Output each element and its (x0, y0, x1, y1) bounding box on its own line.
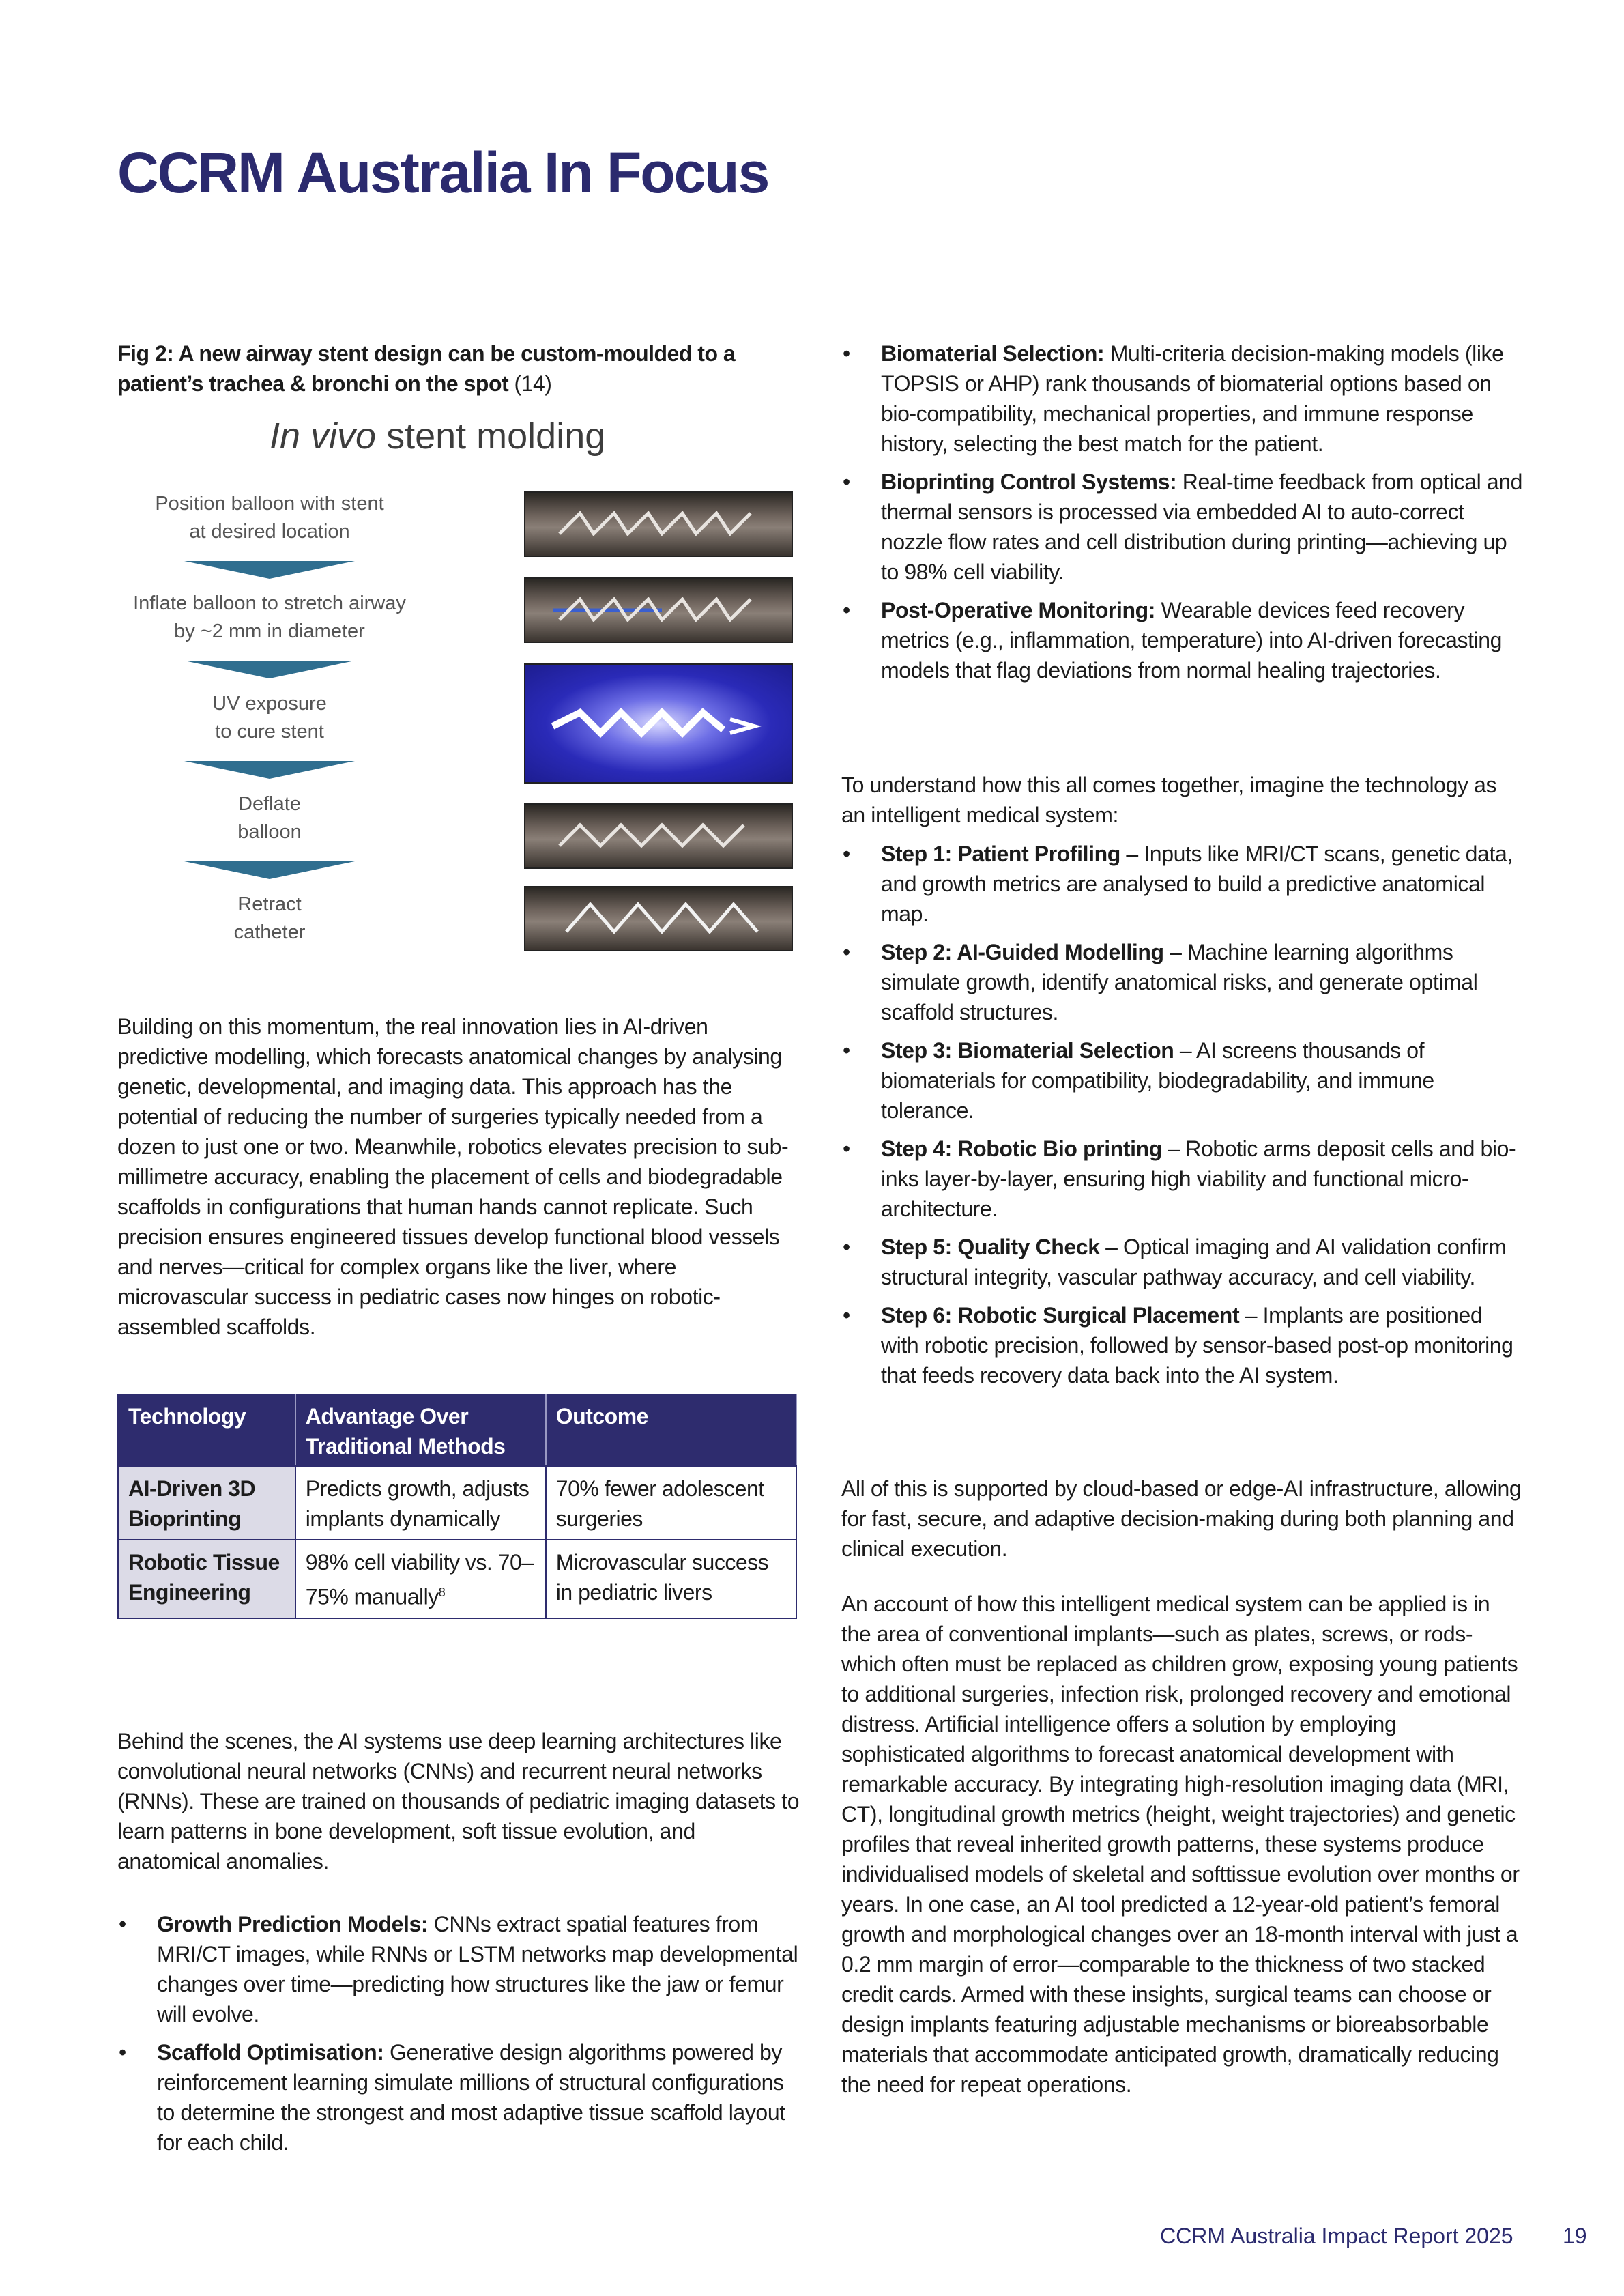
step-label (106, 690, 433, 746)
table-cell: Predicts growth, adjusts implants dynamically (295, 1466, 546, 1540)
table-header: Technology (118, 1395, 295, 1466)
step-label (106, 790, 433, 846)
step-heading: Step 1: Patient Profiling (881, 842, 1120, 866)
step-list (841, 839, 1524, 1398)
body-paragraph: All of this is supported by cloud-based or edge-AI infrastructure, allowing for fast, secure, and adaptive decision-making during both planning and clinical execution. (841, 1476, 1522, 1561)
list-item-text: CNNs extract spatial features from MRI/CT images, while RNNs or LSTM networks map developmental changes over time—predicting how structures like the jaw or femur will evolve. (157, 1912, 798, 2026)
table-row (118, 1540, 796, 1618)
table-cell: Robotic Tissue Engineering (118, 1540, 295, 1618)
stent-photo-position (524, 491, 793, 557)
list-item-heading: Scaffold Optimisation: (157, 2040, 384, 2065)
list-item-heading: Post-Operative Monitoring: (881, 598, 1156, 622)
step-item (841, 937, 1524, 1027)
step-line: balloon (237, 821, 302, 843)
comparison-table (117, 1394, 797, 1619)
bullet-list (117, 1909, 800, 2166)
table-header: Advantage Over Traditional Methods (295, 1395, 546, 1466)
list-item-heading: Growth Prediction Models: (157, 1912, 429, 1936)
down-arrow-icon (184, 860, 355, 880)
table-cell: Microvascular success in pediatric livers (546, 1540, 796, 1618)
step-item (841, 1035, 1524, 1125)
step-heading: Step 2: AI-Guided Modelling (881, 940, 1164, 964)
stent-photo-uv (524, 663, 793, 784)
stent-photo-retract (524, 886, 793, 951)
step-heading: Step 4: Robotic Bio printing (881, 1136, 1162, 1161)
list-item-heading: Biomaterial Selection: (881, 341, 1105, 366)
step-text: – Robotic arms deposit cells and bio-inks layer-by-layer, ensuring high viability and functional micro-architecture. (881, 1136, 1516, 1221)
list-item-text: Real-time feedback from optical and thermal sensors is processed via embedded AI to auto-correct nozzle flow rates and cell distribution during printing—achieving up to 98% cell viability. (881, 470, 1523, 584)
step-text: – AI screens thousands of biomaterials for compatibility, biodegradability, and immune tolerance. (881, 1038, 1434, 1123)
step-line: Deflate (238, 793, 301, 815)
step-label (106, 891, 433, 947)
body-paragraph: An account of how this intelligent medical system can be applied is in the area of conventional implants—such as plates, screws, or rods- which often must be replaced as children grow, exposing young patients to additional surgeries, infection risk, prolonged recovery and emotional distress. Artificial intelligence offers a solution by employing sophisticated algorithms to forecast anatomical development with remarkable accuracy. By integrating high-resolution imaging data (MRI, CT), longitudinal growth metrics (height, weight trajectories) and genetic profiles that reveal inherited growth patterns, these systems produce individualised models of skeletal and softtissue evolution over months or years. In one case, an AI tool predicted a 12-year-old patient’s femoral growth and morphological changes over an 18-month interval with just a 0.2 mm margin of error—comparable to the thickness of two stacked credit cards. Armed with these insights, surgical teams can choose or design implants featuring adjustable mechanisms or bioreabsorbable materials that accommodate anticipated growth, dramatically reducing the need for repeat operations. (841, 1592, 1520, 2097)
step-heading: Step 3: Biomaterial Selection (881, 1038, 1174, 1063)
page-title: CCRM Australia In Focus (117, 141, 769, 205)
step-item (841, 1232, 1524, 1292)
body-paragraph: Building on this momentum, the real innovation lies in AI-driven predictive modelling, which forecasts anatomical changes by analysing genetic, developmental, and imaging data. This approach has the potential of reducing the number of surgeries typically needed from a dozen to just one or two. Meanwhile, robotics elevates precision to sub-millimetre accuracy, enabling the placement of cells and biodegradable scaffolds in configurations that human hands cannot replicate. Such precision ensures engineered tissues develop functional blood vessels and nerves—critical for complex organs like the liver, where microvascular success in pediatric cases now hinges on robotic-assembled scaffolds. (117, 1014, 789, 1339)
down-arrow-icon (184, 659, 355, 680)
step-line: at desired location (189, 521, 350, 543)
table-header-row (118, 1395, 796, 1466)
table-cell (295, 1540, 546, 1618)
step-heading: Step 6: Robotic Surgical Placement (881, 1303, 1240, 1328)
step-text: – Machine learning algorithms simulate growth, identify anatomical risks, and generate optimal scaffold structures. (881, 940, 1478, 1024)
step-line: to cure stent (215, 721, 324, 743)
list-item-text: Wearable devices feed recovery metrics (e.g., inflammation, temperature) into AI-driven forecasting models that flag deviations from normal healing trajectories. (881, 598, 1503, 683)
body-paragraph: Behind the scenes, the AI systems use deep learning architectures like convolutional neural networks (CNNs) and recurrent neural networks (RNNs). These are trained on thousands of pediatric imaging datasets to learn patterns in bone development, soft tissue evolution, and anatomical anomalies. (117, 1729, 800, 1874)
stent-photo-inflate (524, 577, 793, 643)
list-item-heading: Bioprinting Control Systems: (881, 470, 1177, 494)
figure-caption (117, 339, 800, 399)
list-item (841, 467, 1524, 587)
step-item (841, 839, 1524, 929)
table-cell: AI-Driven 3D Bioprinting (118, 1466, 295, 1540)
step-line: UV exposure (212, 693, 327, 715)
list-item-text: Generative design algorithms powered by reinforcement learning simulate millions of structural configurations to determine the strongest and most adaptive tissue scaffold layout for each child. (157, 2040, 785, 2155)
down-arrow-icon (184, 760, 355, 780)
table-cell-text: 98% cell viability vs. 70–75% manually (305, 1550, 534, 1609)
step-item (841, 1134, 1524, 1224)
step-text: – Implants are positioned with robotic precision, followed by sensor-based post-op monitoring that feeds recovery data back into the AI system. (881, 1303, 1513, 1388)
figure-caption-bold: Fig 2: A new airway stent design can be custom-moulded to a patient’s trachea & bronchi on the spot (117, 341, 736, 396)
list-item (117, 2037, 800, 2157)
bullet-list (841, 339, 1524, 693)
step-text: – Optical imaging and AI validation confirm structural integrity, vascular pathway accuracy, and cell viability. (881, 1235, 1507, 1289)
step-item (841, 1300, 1524, 1390)
page-number: 19 (1563, 2224, 1587, 2248)
step-label (106, 590, 433, 646)
step-line: catheter (233, 921, 306, 943)
diagram-title-italic: In vivo (270, 416, 377, 457)
stent-photo-deflate (524, 803, 793, 869)
step-line: by ~2 mm in diameter (174, 620, 365, 642)
body-paragraph: To understand how this all comes together, imagine the technology as an intelligent medical system: (841, 773, 1497, 827)
footer-report-title: CCRM Australia Impact Report 2025 (1160, 2224, 1513, 2248)
step-line: Retract (237, 893, 302, 915)
step-text: – Inputs like MRI/CT scans, genetic data, and growth metrics are analysed to build a predictive anatomical map. (881, 842, 1513, 926)
list-item (841, 595, 1524, 685)
table-row (118, 1466, 796, 1540)
table-cell: 70% fewer adolescent surgeries (546, 1466, 796, 1540)
table-header: Outcome (546, 1395, 796, 1466)
step-line: Inflate balloon to stretch airway (133, 592, 406, 614)
figure-caption-ref: (14) (508, 371, 552, 396)
footnote-ref: 8 (438, 1585, 446, 1599)
list-item (841, 339, 1524, 459)
list-item (117, 1909, 800, 2029)
down-arrow-icon (184, 560, 355, 580)
list-item-text: Multi-criteria decision-making models (like TOPSIS or AHP) rank thousands of biomaterial options based on bio-compatibility, mechanical properties, and immune response history, selecting the best match for the patient. (881, 341, 1504, 456)
step-line: Position balloon with stent (155, 493, 384, 515)
step-heading: Step 5: Quality Check (881, 1235, 1100, 1259)
diagram-title (270, 415, 605, 457)
diagram-title-rest: stent molding (376, 416, 606, 457)
step-label (106, 490, 433, 546)
